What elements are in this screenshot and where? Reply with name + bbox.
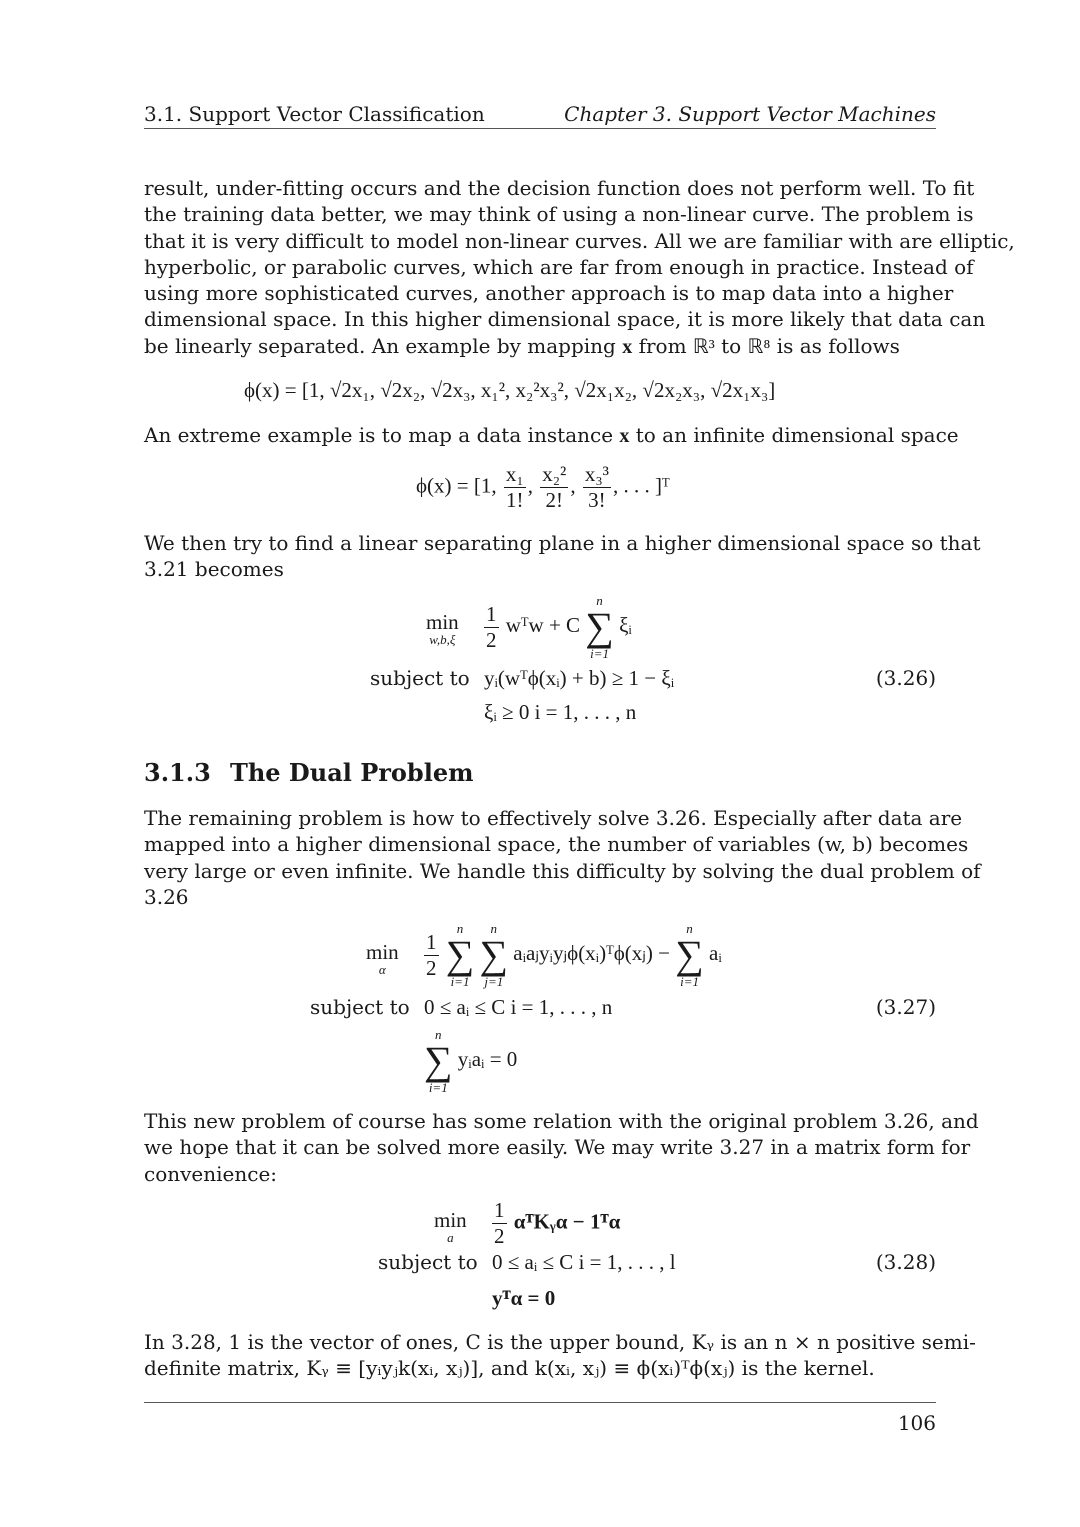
text-line: mapped into a higher dimensional space, the number of variables (w, b) becomes bbox=[144, 832, 969, 857]
objective: $\frac{1}{2}$ wᵀw + C n ∑ i=1 ξᵢ bbox=[486, 593, 632, 661]
equation-number: (3.27) bbox=[875, 995, 936, 1019]
equation-phi-degree2: ϕ(x) = [1, √2x₁, √2x₂, √2x₃, x₁², x₂²x₃², √2x₁x₂, √2x₂x₃, √2x₁x₃] bbox=[244, 378, 776, 402]
text-line: be linearly separated. An example by mapping x from ℝ³ to ℝ⁸ is as follows bbox=[144, 333, 900, 358]
text-line: We then try to find a linear separating plane in a higher dimensional space so that bbox=[144, 531, 981, 555]
section-heading: 3.1.3 The Dual Problem bbox=[144, 758, 474, 787]
text-line: 3.21 becomes bbox=[144, 557, 284, 582]
equation-phi-infinite: ϕ(x) = [1, $\frac{\text{x₁}}{1!}$ , $\frac{\text{x₂²}}{2!}$ , $\frac{\text{x₃³}}{3!}$ , . . . ]ᵀ bbox=[416, 462, 670, 512]
document-page bbox=[144, 0, 1015, 1527]
min-operator: min a bbox=[434, 1208, 467, 1245]
text-line: result, under-fitting occurs and the decision function does not perform well. To fit bbox=[144, 176, 975, 200]
text-line: convenience: bbox=[144, 1161, 278, 1186]
text-line: we hope that it can be solved more easily. We may write 3.27 in a matrix form for bbox=[144, 1135, 971, 1160]
paragraph-nonlinear-mapping bbox=[144, 175, 1015, 360]
paragraph-dual-intro bbox=[144, 805, 981, 910]
text-line: the training data better, we may think of using a non-linear curve. The problem is bbox=[144, 202, 974, 227]
objective: $\frac{1}{2}$ αᵀKᵧα − 1ᵀα bbox=[494, 1198, 621, 1248]
objective: $\frac{1}{2}$ n ∑ i=1 n ∑ j=1 aᵢaⱼyᵢyⱼϕ(xᵢ)ᵀϕ(xⱼ) − n ∑ i=1 aᵢ bbox=[426, 921, 722, 989]
paragraph-infinite-mapping bbox=[144, 422, 959, 449]
equation-number: (3.28) bbox=[875, 1250, 936, 1274]
min-operator: min α bbox=[366, 940, 399, 977]
subject-to-label: subject to bbox=[370, 666, 470, 690]
text-line: very large or even infinite. We handle this difficulty by solving the dual problem of bbox=[144, 858, 981, 883]
min-operator: min w,b,ξ bbox=[426, 610, 459, 647]
paragraph-kernel-definition bbox=[144, 1329, 976, 1382]
text-line: using more sophisticated curves, another approach is to map data into a higher bbox=[144, 281, 954, 306]
text-line: dimensional space. In this higher dimensional space, it is more likely that data can bbox=[144, 307, 986, 332]
header-section-title: 3.1. Support Vector Classification bbox=[144, 102, 485, 126]
constraint: n ∑ i=1 yᵢaᵢ = 0 bbox=[424, 1027, 518, 1095]
running-header bbox=[144, 100, 936, 129]
text-line: definite matrix, Kᵧ ≡ [yᵢyⱼk(xᵢ, xⱼ)], and k(xᵢ, xⱼ) ≡ ϕ(xᵢ)ᵀϕ(xⱼ) is the kernel. bbox=[144, 1356, 875, 1381]
constraint: yᵀα = 0 bbox=[492, 1286, 556, 1310]
equation-number: (3.26) bbox=[875, 666, 936, 690]
text-line: hyperbolic, or parabolic curves, which are far from enough in practice. Instead of bbox=[144, 254, 974, 279]
text-line: The remaining problem is how to effectively solve 3.26. Especially after data are bbox=[144, 806, 963, 830]
header-chapter-title: Chapter 3. Support Vector Machines bbox=[564, 102, 936, 126]
paragraph-linear-plane bbox=[144, 530, 981, 583]
constraint: ξᵢ ≥ 0 i = 1, . . . , n bbox=[484, 700, 637, 724]
constraint: 0 ≤ aᵢ ≤ C i = 1, . . . , n bbox=[424, 995, 613, 1019]
text-line: An extreme example is to map a data instance x to an infinite dimensional space bbox=[144, 423, 959, 447]
text-line: 3.26 bbox=[144, 884, 189, 909]
page-footer bbox=[144, 1402, 936, 1435]
text-line: In 3.28, 1 is the vector of ones, C is the upper bound, Kᵧ is an n × n positive semi- bbox=[144, 1330, 976, 1354]
text-line: that it is very difficult to model non-linear curves. All we are familiar with are elliptic, bbox=[144, 228, 1015, 253]
constraint: yᵢ(wᵀϕ(xᵢ) + b) ≥ 1 − ξᵢ bbox=[484, 666, 675, 690]
subject-to-label: subject to bbox=[310, 995, 410, 1019]
subject-to-label: subject to bbox=[378, 1250, 478, 1274]
page-number: 106 bbox=[897, 1411, 936, 1435]
text-line: This new problem of course has some relation with the original problem 3.26, and bbox=[144, 1109, 979, 1133]
paragraph-matrix-form bbox=[144, 1108, 979, 1187]
constraint: 0 ≤ aᵢ ≤ C i = 1, . . . , l bbox=[492, 1250, 676, 1274]
